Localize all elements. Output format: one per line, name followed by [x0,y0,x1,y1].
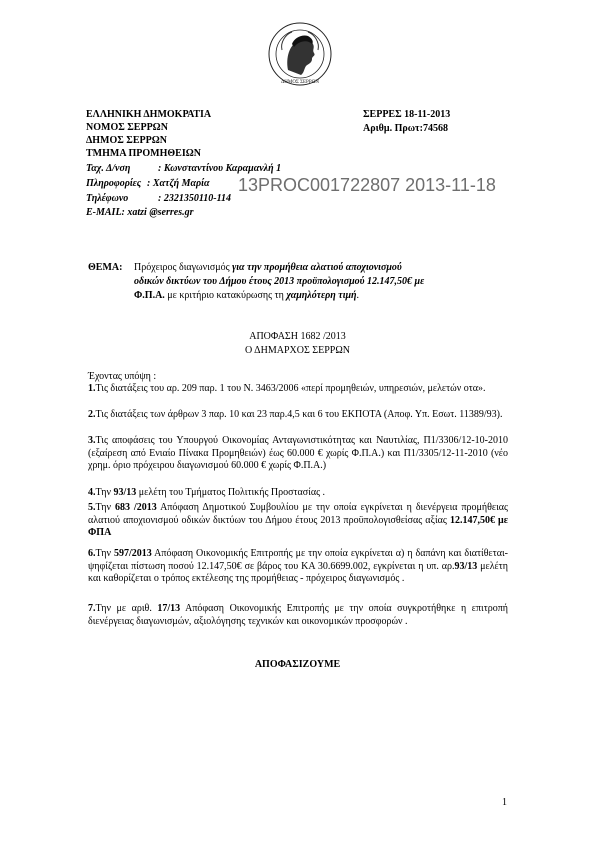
info-label: Πληροφορίες [86,178,142,189]
subject-text-a: Πρόχειρος διαγωνισμός [134,262,233,273]
svg-text:ΔΗΜΟΣ ΣΕΡΡΩΝ: ΔΗΜΟΣ ΣΕΡΡΩΝ [281,80,319,85]
considering-heading: Έχοντας υπόψη : [88,371,157,382]
item-number: 5. [88,502,96,513]
item-text: Τις διατάξεις του αρ. 209 παρ. 1 του Ν. 3463/2006 «περί προμηθειών, υπηρεσιών, μελετών οτα». [95,383,486,394]
item-ref: 17/13 [157,603,181,614]
header-department: ΤΜΗΜΑ ΠΡΟΜΗΘΕΙΩΝ [86,148,201,159]
item-number: 7. [88,603,96,614]
item-text: Τις διατάξεις των άρθρων 3 παρ. 10 και 23 παρ.4,5 και 6 του ΕΚΠΟΤΑ (Αποφ. Υπ. Εσωτ. 11389/93). [95,409,503,420]
subject-criterion: με κριτήριο κατακύρωσης τη [164,290,287,301]
item-text: Απόφαση Οικονομικής Επιτροπής με την οποία συγκροτήθηκε η επιτροπή διενέργειας διαγωνισμών, αξιολόγησης τεχνικών και οικονομικών προσφορών . [88,603,508,627]
item-number: 2. [88,409,96,420]
item-number: 6. [88,548,96,559]
item-ref: 683 /2013 [114,502,157,513]
subject-vat: Φ.Π.Α. [134,290,165,301]
item-number: 3. [88,435,96,446]
list-item [88,548,508,586]
list-item [88,502,508,540]
decision-title: ΑΠΟΦΑΣΗ 1682 /2013 [249,331,346,342]
protocol-number: Αριθμ. Πρωτ:74568 [363,123,448,134]
item-ref: 597/2013 [113,548,152,559]
item-text-cont: μελέτη και καθορίζεται ο τρόπος εκτέλεσης της προμήθειας - πρόχειρος διαγωνισμός . [88,560,508,584]
subject-lowest-price: χαμηλότερη τιμή [286,290,357,301]
header-municipality: ΔΗΜΟΣ ΣΕΡΡΩΝ [86,135,167,146]
item-text: Τις αποφάσεις του Υπουργού Οικονομίας Ανταγωνιστικότητας και Ναυτιλίας, Π1/3306/12-10-2010 (εξαίρεση από Ενιαίο Πίνακα Προμηθειών) έως 60.000 € χωρίς Φ.Π.Α.) και Π1/3305/12-11-2010 (νέο χρημ. όριο πρόχειρου διαγωνισμού 60.000 € χωρίς Φ.Π.Α.) [88,435,508,471]
item-study-ref: 93/13 [454,560,478,572]
item-prefix: Την [95,487,114,498]
item-prefix: Την με αριθ. [95,603,158,614]
address-value: : Κωνσταντίνου Καραμανλή 1 [158,163,282,174]
decide-heading: ΑΠΟΦΑΣΙΖΟΥΜΕ [254,659,341,670]
list-item [88,409,508,422]
phone-value: : 2321350110-114 [158,193,232,204]
email-line: E-MAIL: xatzi @serres.gr [86,207,194,218]
list-item [88,435,508,473]
subject-label: ΘΕΜΑ: [88,262,123,273]
document-date: ΣΕΡΡΕΣ 18-11-2013 [363,109,451,120]
item-number: 4. [88,487,96,498]
item-prefix: Την [95,502,115,513]
list-item [88,603,508,628]
page-number: 1 [502,797,507,808]
info-value: : Χατζή Μαρία [147,178,210,189]
item-amount: 12.147,50€ με ΦΠΑ [88,514,508,538]
item-number: 1. [88,383,96,394]
phone-label: Τηλέφωνο [86,193,129,204]
subject-line-2: οδικών δικτύων του Δήμου έτους 2013 προϋπολογισμού 12.147,50€ με [134,276,425,287]
item-text: μελέτη του Τμήματος Πολιτικής Προστασίας . [136,487,326,498]
list-item [88,487,508,500]
header-prefecture: ΝΟΜΟΣ ΣΕΡΡΩΝ [86,122,168,133]
item-text: Απόφαση Οικονομικής Επιτροπής με την οποία εγκρίνεται α) η δαπάνη και διατίθεται-ψηφίζεται πίστωση ποσού 12.147,50€ σε βάρος του ΚΑ 30.6699.002, εγκρίνεται η υπ. αρ. [88,548,508,572]
municipality-seal-logo [268,20,332,95]
subject-line-1 [134,262,402,273]
header-country: ΕΛΛΗΝΙΚΗ ΔΗΜΟΚΡΑΤΙΑ [86,109,212,120]
item-text: Απόφαση Δημοτικού Συμβουλίου με την οποία εγκρίνεται η διενέργεια προμήθειας αλατιού αποχιονισμού οδικών δικτύων του Δήμου έτους 2013 προϋπολογισθείσας αξίας [88,502,508,526]
item-prefix: Την [95,548,114,559]
subject-text-b: για την προμήθεια αλατιού αποχιονισμού [232,262,402,273]
registry-watermark: 13PROC001722807 2013-11-18 [238,175,496,195]
subject-period: . [356,290,360,301]
decision-subtitle: Ο ΔΗΜΑΡΧΟΣ ΣΕΡΡΩΝ [245,345,350,356]
address-label: Ταχ. Δ/νση [86,163,131,174]
list-item [88,383,508,396]
subject-line-3 [134,290,359,301]
item-ref: 93/13 [113,487,137,498]
